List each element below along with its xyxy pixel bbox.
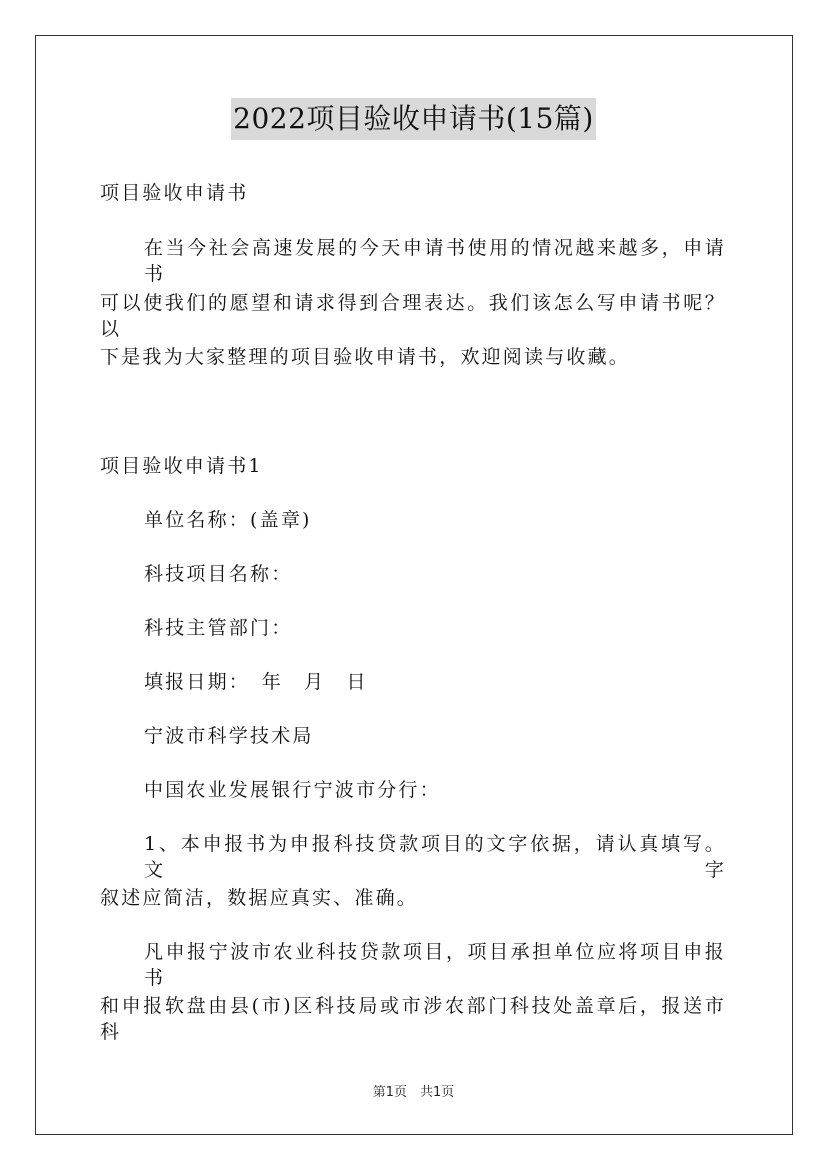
page-footer: 第1页 共1页 (372, 1085, 455, 1100)
intro-line-1: 在当今社会高速发展的今天申请书使用的情况越来越多，申请书 (144, 237, 726, 285)
item-2-line-1: 凡申报宁波市农业科技贷款项目，项目承担单位应将项目申报书 (144, 941, 726, 989)
item-1-line-2: 叙述应简洁，数据应真实、准确。 (100, 887, 419, 909)
intro-line-3: 下是我为大家整理的项目验收申请书，欢迎阅读与收藏。 (100, 346, 631, 368)
section-1-heading: 项目验收申请书1 (100, 455, 263, 477)
field-date: 填报日期： 年 月 日 (144, 671, 368, 693)
document-title: 2022项目验收申请书(15篇) (231, 98, 596, 140)
item-2-line-2: 和申报软盘由县(市)区科技局或市涉农部门科技处盖章后，报送市科 (100, 995, 726, 1043)
intro-heading: 项目验收申请书 (100, 182, 249, 204)
field-project-name: 科技项目名称： (144, 563, 293, 585)
field-bureau: 宁波市科学技术局 (144, 725, 314, 747)
title-container (0, 98, 827, 140)
field-unit-name: 单位名称：(盖章) (144, 509, 312, 531)
field-department: 科技主管部门： (144, 617, 293, 639)
field-bank: 中国农业发展银行宁波市分行： (144, 779, 441, 801)
item-1-line-1: 1、本申报书为申报科技贷款项目的文字依据，请认真填写。文字 (144, 833, 726, 881)
intro-line-2: 可以使我们的愿望和请求得到合理表达。我们该怎么写申请书呢？以 (100, 292, 726, 340)
